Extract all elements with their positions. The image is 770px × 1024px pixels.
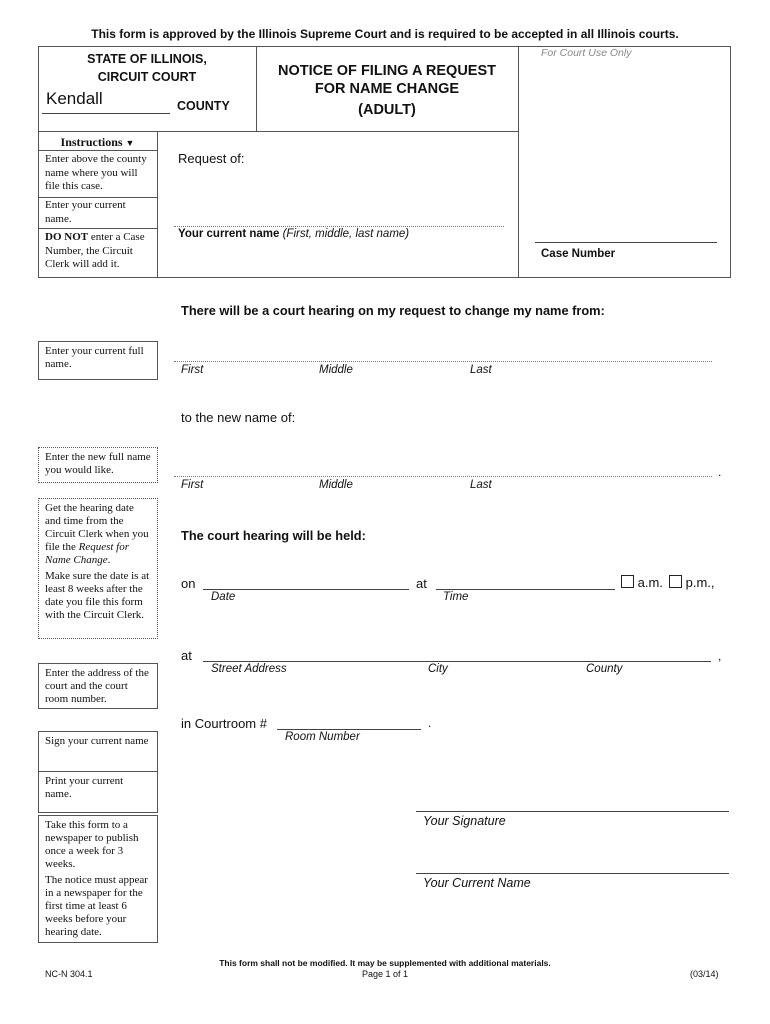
signature-caption: Your Signature [423,814,506,828]
state-line: STATE OF ILLINOIS, [87,52,207,66]
current-name-field[interactable] [174,226,504,227]
county-caption: County [586,663,623,675]
new-name-field[interactable] [174,476,712,477]
street-caption: Street Address [211,663,287,675]
approval-notice: This form is approved by the Illinois Supreme Court and is required to be accepted in all Illinois courts. [91,27,679,41]
date-field[interactable] [203,589,409,590]
new-last-caption: Last [470,479,492,491]
last-caption: Last [470,364,492,376]
instructions-heading: Instructions ▼ [60,135,135,149]
form-title-line3: (ADULT) [358,102,416,118]
instruction-publish: Take this form to a newspaper to publish once a week for 3 weeks. The notice must appear in a newspaper for the first time at least 6 weeks before your hearing date. [38,815,158,943]
time-field[interactable] [436,589,615,590]
courtroom-field[interactable] [277,729,421,730]
pm-checkbox[interactable] [669,575,682,588]
courtroom-label: in Courtroom # [181,716,267,731]
county-label: COUNTY [177,99,230,113]
new-middle-caption: Middle [319,479,353,491]
first-caption: First [181,364,204,376]
instruction-case-number: DO NOT enter a Case Number, the Circuit Clerk will add it. [45,231,145,270]
request-of-label: Request of: [178,151,245,166]
court-use-label: For Court Use Only [541,47,632,59]
at-time-label: at [416,576,427,591]
form-title-line2: FOR NAME CHANGE [314,81,460,97]
period: . [718,465,722,479]
county-input[interactable]: Kendall [46,89,103,108]
page-number: Page 1 of 1 [361,969,409,979]
case-number-label: Case Number [541,248,616,260]
am-checkbox[interactable] [621,575,634,588]
instruction-sign: Sign your current name [39,732,157,772]
instruction-print: Print your current name. [45,775,124,800]
new-name-label: to the new name of: [181,410,296,425]
comma: , [718,649,722,663]
current-name-caption: Your current name (First, middle, last name) [178,228,410,240]
time-caption: Time [443,591,469,603]
hearing-statement: There will be a court hearing on my request to change my name from: [181,303,605,318]
on-label: on [181,576,196,591]
form-title-line1: NOTICE OF FILING A REQUEST [277,63,497,79]
at-address-label: at [181,648,192,663]
instruction-full-name: Enter your current full name. [38,341,158,380]
instruction-new-name: Enter the new full name you would like. [38,447,158,483]
address-field[interactable] [203,661,711,662]
current-name-print-caption: Your Current Name [423,876,531,890]
triangle-down-icon: ▼ [125,138,135,148]
instruction-current-name: Enter your current name. [45,199,126,225]
period-2: . [428,716,432,730]
current-full-name-field[interactable] [174,361,712,362]
revision-date: (03/14) [690,969,719,979]
current-name-print-field[interactable] [416,873,729,874]
instruction-county: Enter above the county name where you will file this case. [45,153,147,192]
instruction-signature-group [38,731,158,813]
signature-field[interactable] [416,811,729,812]
pm-option[interactable]: p.m., [669,575,715,590]
form-number: NC-N 304.1 [45,969,93,979]
footer-notice: This form shall not be modified. It may be supplemented with additional materials. [219,958,551,968]
hearing-held-label: The court hearing will be held: [181,528,366,543]
instruction-hearing: Get the hearing date and time from the Circuit Clerk when you file the Request for Name Change. Make sure the date is at least 8 weeks after the date you file this form with the Circuit Clerk. [38,498,158,639]
room-number-caption: Room Number [285,731,360,743]
new-first-caption: First [181,479,204,491]
court-line: CIRCUIT COURT [97,70,197,84]
instruction-address: Enter the address of the court and the court room number. [38,663,158,709]
middle-caption: Middle [319,364,353,376]
city-caption: City [428,663,448,675]
date-caption: Date [211,591,236,603]
am-option[interactable]: a.m. [621,575,663,590]
